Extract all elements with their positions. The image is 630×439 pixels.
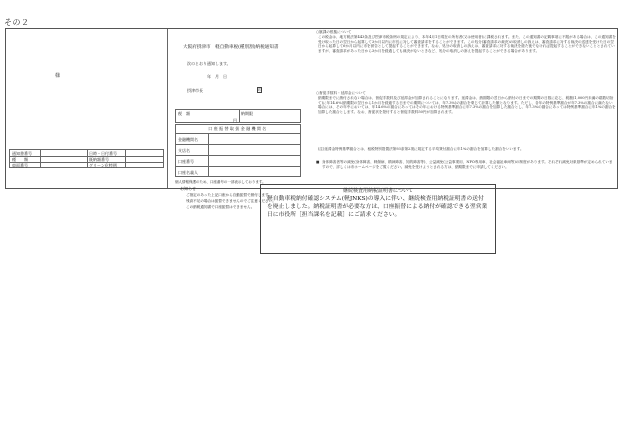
seal-text: 印 xyxy=(258,88,262,92)
left-stub-panel xyxy=(6,29,168,188)
account-table xyxy=(175,124,301,177)
stub-label: 種 類 xyxy=(12,157,28,162)
tax-certificate-notice-box xyxy=(260,184,496,254)
stub-label: 既納額番号 xyxy=(89,157,109,162)
account-title: 口座振替取扱金融機関名 xyxy=(208,126,268,131)
notes-line: この納税通知書で口座振替はできません。 xyxy=(186,205,255,209)
section-reduction-body: 身体障害者等の減免(身体障害、戦傷病、精神障害、知的障害等)、公益減免(公益事業用、NPO専用車、社会福祉車両等)の制度があります。それぞれ減免対象基準が定められていますので、詳しくは市ホームページをご覧ください。減免を受けようとされる方は、納期限までに申請してください。 xyxy=(322,160,613,169)
section-penalty-title: ○督促手数料・延滞金について xyxy=(316,91,366,95)
page-number: その２ xyxy=(4,18,30,27)
mayor-label: 摂津市長 xyxy=(187,88,203,93)
stub-label: 日時・日付番号 xyxy=(89,151,117,156)
section-basis-title: ○賦課の根拠について xyxy=(316,30,352,34)
account-row-label: 口座名義人 xyxy=(178,170,198,175)
stub-label: 通知書番号 xyxy=(12,151,32,156)
account-row-label: 金融機関名 xyxy=(178,137,198,142)
account-row-label: 口座番号 xyxy=(178,159,194,164)
stub-table xyxy=(9,149,164,168)
stub-label: グリーン化特例 xyxy=(89,163,117,168)
notes-line: ご指定のあった上記口座から自動振替で納付します。 xyxy=(186,193,272,197)
bullet-icon: ■ xyxy=(316,160,320,164)
notice-sentence: 次のとおり通知します。 xyxy=(187,61,231,66)
notes-heading: お知らせ xyxy=(180,186,196,191)
section-penalty-body: 納期限までに納付されない場合は、督促手数料及び延滞金が加算されることになります。延滞金は、納期限の翌日から納付の日までの期間の日数に応じ、税額(1,000円未満の端数切捨て)に年14.6%(納期限の翌日から1か月を経過する日までの期間については、年7.3%)の割合を乗じて計算した額となります。ただし、各年の特例基準割合が年7.3%の割合に満たない場合には、その年中においては、年14.6%の割合にあってはその年における特例基準割合に年7.3%の割合を加算した割合とし、年7.3%の割合にあっては特例基準割合に年1%の割合を加算した割合とします。なお、督促状を発付すると督促手数料50円が加算されます。 xyxy=(318,96,616,114)
tax-amount-label: 税 額 xyxy=(178,111,190,116)
seal-icon xyxy=(257,87,262,93)
stub-label: 車両番号 xyxy=(12,163,28,168)
issue-date: 年 月 日 xyxy=(207,74,227,79)
section-penalty-note: (注)延滞金特例基準割合とは、租税特別措置法第93条第2項に規定する平均貸付割合に年1%の割合を加算した割合をいいます。 xyxy=(318,147,524,151)
tax-amount-box xyxy=(175,109,301,123)
addressee-suffix: 様 xyxy=(55,73,61,79)
certificate-notice-body: 軽自動車税納付確認システム(軽JNKS)の導入に伴い、継続検査用納税証明書の送付を廃止しました。納税証明書が必要な方は、口座振替による納付が確認できる翌営業日に市役所［担当課名を記載］にご請求ください。 xyxy=(267,196,488,218)
yen-label: 円 xyxy=(233,118,237,123)
notes-line: 残高不足の場合は振替できませんのでご注意ください。 xyxy=(186,199,276,203)
account-row-label: 支店名 xyxy=(178,148,190,153)
section-basis-body: この税金は、地方税法第443条及び摂津市税条例の規定により、本年4月1日現在の所有者(又は使用者)に課税されます。また、この通知書の記載事項に不服がある場合は、この通知書を受け取った日の翌日から起算して3か月以内に市長に対して審査請求をすることができます。この処分(審査請求の裁決)の取消しの訴えは、審査請求に対する裁決の送達を受けた日の翌日から起算して6か月以内に市を被告として提起することができます。なお、処分の取消しの訴えは、審査請求に対する裁決を経た後でなければ提起することができないこととされていますが、審査請求があった日から3か月を経過しても裁決がないときなど、処分の取消しの訴えを提起することができる場合があります。 xyxy=(318,35,616,53)
notice-title: 大阪府摂津市 軽自動車税(種別割)納税通知書 xyxy=(183,45,279,50)
due-date-label: 納期限 xyxy=(241,111,253,116)
account-footnote: 個人情報保護のため、口座番号の一部表示しております。 xyxy=(175,180,266,184)
certificate-notice-heading: 継続検査用納税証明書について xyxy=(343,188,413,194)
